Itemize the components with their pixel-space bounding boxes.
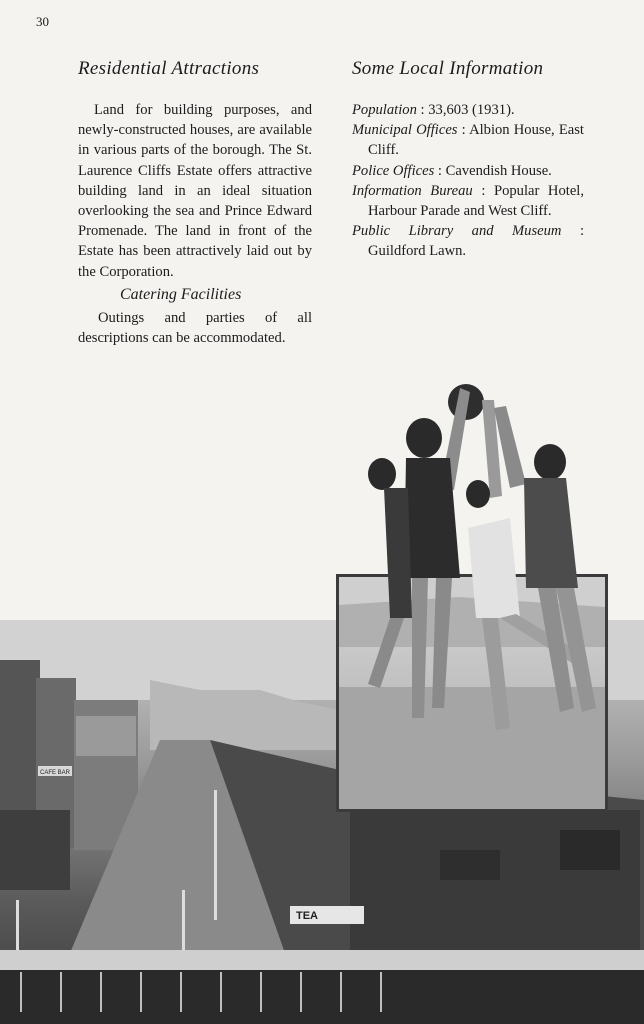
residential-column <box>78 58 312 348</box>
catering-paragraph: Outings and parties of all descriptions can be accommodated. <box>78 309 312 347</box>
info-item-population: Population : 33,603 (1931). <box>352 102 515 118</box>
residential-heading: Residential Attractions <box>78 58 260 79</box>
info-item-police-offices: Police Offices : Cavendish House. <box>352 162 552 179</box>
tea-sign: TEA <box>296 910 318 922</box>
info-label: Public Library and Museum <box>352 223 562 240</box>
info-item-municipal-offices: Municipal Offices : Albion House, East Cliff. <box>352 122 584 159</box>
info-item-information-bureau: Information Bureau : Popular Hotel, Harbour Parade and West Cliff. <box>352 182 585 220</box>
info-list <box>352 100 584 262</box>
info-value: 33,603 (1931). <box>428 102 515 118</box>
cafe-sign: CAFE BAR <box>40 770 71 776</box>
info-value: Guildford Lawn. <box>368 243 467 260</box>
catering-heading: Catering Facilities <box>120 285 242 303</box>
info-value: Popular Hotel, Harbour Parade and West Cliff. <box>368 182 585 220</box>
local-info-column <box>352 58 584 262</box>
info-label: Police Offices <box>352 162 435 179</box>
bathers-cutout <box>360 378 604 750</box>
residential-paragraph: Land for building purposes, and newly-constructed houses, are available in various parts of the borough. The St. Laurence Cliffs Estate offers attractive building land in an ideal situation overlooking the sea and Prince Edward Promenade. The land in front of the Estate has been attractively laid out by the Corporation. <box>78 102 312 280</box>
info-value: Albion House, East Cliff. <box>368 122 584 159</box>
info-label: Information Bureau <box>352 182 473 199</box>
info-item-library: Public Library and Museum : Guildford Lawn. <box>352 223 584 260</box>
info-value: Cavendish House. <box>445 162 552 179</box>
bathers-figures <box>360 378 604 750</box>
page-number: 30 <box>36 14 49 29</box>
info-label: Municipal Offices <box>352 122 458 139</box>
info-label: Population <box>352 102 417 118</box>
local-info-heading: Some Local Information <box>352 58 544 79</box>
